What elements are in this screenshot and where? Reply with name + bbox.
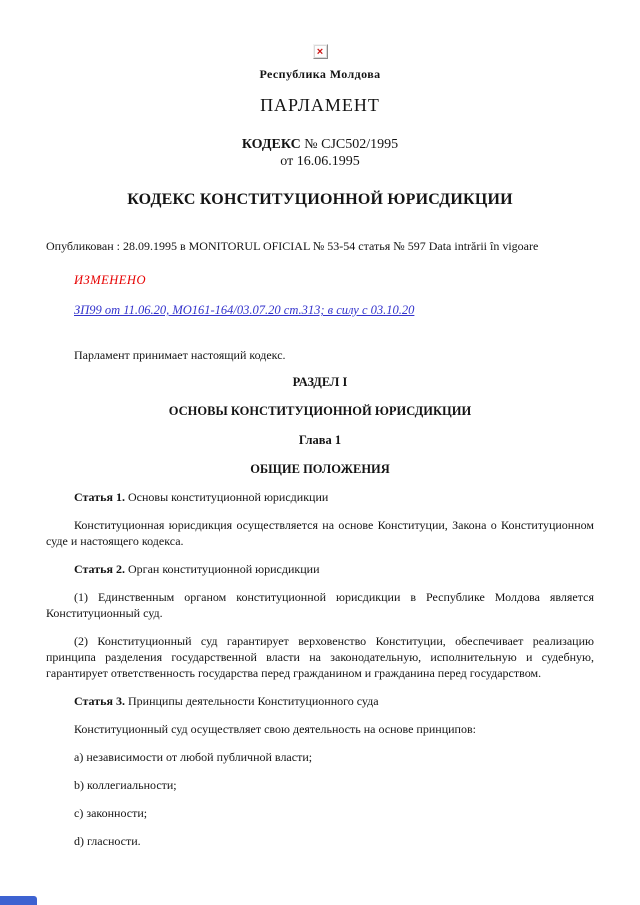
chapter-heading: Глава 1 [298, 433, 342, 447]
browser-status-bubble [0, 896, 37, 905]
article-heading [46, 693, 594, 709]
chapter-title: ОБЩИЕ ПОЛОЖЕНИЯ [250, 462, 390, 476]
country-title: Республика Молдова [259, 67, 381, 81]
article-label: Статья 3. [74, 694, 125, 708]
institution-title: ПАРЛАМЕНТ [260, 95, 380, 115]
doc-date: от 16.06.1995 [280, 154, 360, 169]
amendment-link[interactable]: ЗП99 от 11.06.20, MO161-164/03.07.20 ст.313; в силу с 03.10.20 [74, 303, 415, 317]
document-title: КОДЕКС КОНСТИТУЦИОННОЙ ЮРИСДИКЦИИ [127, 191, 513, 208]
amended-label: ИЗМЕНЕНО [74, 273, 146, 287]
list-item: b) коллегиальности; [74, 778, 177, 792]
published-line: Опубликован : 28.09.1995 в MONITORUL OFICIAL № 53-54 статья № 597 Data intrării în vigoare [46, 239, 539, 253]
red-x-icon: × [316, 46, 324, 58]
article-title: Орган конституционной юрисдикции [127, 562, 320, 576]
list-item: d) гласности. [74, 834, 141, 848]
article-heading [46, 489, 594, 505]
article-paragraph: (2) Конституционный суд гарантирует верховенство Конституции, обеспечивает реализацию принципа разделения государственной власти на законодательную, исполнительную и судебную, гарантирует ответственность государства перед гражданином и гражданина перед государством. [46, 634, 594, 680]
broken-image-row [46, 44, 594, 59]
section-heading-razdel: РАЗДЕЛ I [292, 375, 348, 389]
article-title: Принципы деятельности Конституционного суда [127, 694, 379, 708]
article-title: Основы конституционной юрисдикции [127, 490, 329, 504]
article-label: Статья 2. [74, 562, 125, 576]
article-paragraph: (1) Единственным органом конституционной юрисдикции в Республике Молдова является Конституционный суд. [46, 590, 594, 620]
list-item: a) независимости от любой публичной власти; [74, 750, 313, 764]
article-paragraph: Конституционный суд осуществляет свою деятельность на основе принципов: [74, 722, 476, 736]
section-heading-razdel-title: ОСНОВЫ КОНСТИТУЦИОННОЙ ЮРИСДИКЦИИ [168, 404, 472, 418]
article-heading [46, 561, 594, 577]
broken-image-icon [313, 44, 328, 59]
amendment-link-row [46, 302, 594, 318]
article-paragraph: Конституционная юрисдикция осуществляется на основе Конституции, Закона о Конституционном суде и настоящего кодекса. [46, 518, 594, 548]
list-item: c) законности; [74, 806, 148, 820]
article-label: Статья 1. [74, 490, 125, 504]
doc-type-label: КОДЕКС [241, 137, 301, 152]
preamble-text: Парламент принимает настоящий кодекс. [74, 348, 286, 362]
code-number-line [46, 136, 594, 170]
doc-number: № CJC502/1995 [300, 137, 399, 152]
